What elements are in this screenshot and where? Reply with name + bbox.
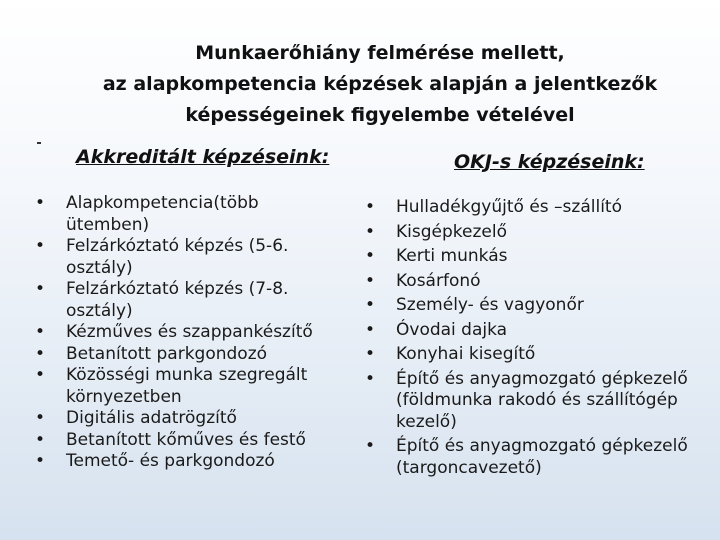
list-item: • Felzárkóztató képzés (5-6. osztály) — [30, 236, 320, 279]
title-line-2: az alapkompetencia képzések alapján a jelentkezők — [102, 73, 658, 95]
okj-courses-list — [360, 197, 700, 482]
list-item: • Hulladékgyűjtő és –szállító — [360, 197, 700, 219]
list-item: • Építő és anyagmozgató gépkezelő (földmunka rakodó és szállítógép kezelő) — [360, 369, 700, 434]
list-item: • Betanított parkgondozó — [30, 344, 320, 366]
slide-title — [80, 38, 680, 131]
list-item: • Kosárfonó — [360, 271, 700, 293]
list-item: • Temető- és parkgondozó — [30, 451, 320, 473]
okj-courses-heading: OKJ-s képzéseink: — [454, 151, 645, 173]
list-item: • Építő és anyagmozgató gépkezelő (targoncavezető) — [360, 436, 700, 479]
accredited-courses-heading: Akkreditált képzéseink: — [76, 146, 330, 168]
list-item: • Digitális adatrögzítő — [30, 408, 320, 430]
list-item: • Kézműves és szappankészítő — [30, 322, 320, 344]
list-item: • Személy- és vagyonőr — [360, 295, 700, 317]
list-item: • Közösségi munka szegregált környezetben — [30, 365, 320, 408]
accredited-courses-list — [30, 193, 320, 473]
list-item: • Alapkompetencia(több ütemben) — [30, 193, 320, 236]
list-item: • Felzárkóztató képzés (7-8. osztály) — [30, 279, 320, 322]
stray-dash-mark — [37, 142, 41, 144]
title-line-1: Munkaerőhiány felmérése mellett, — [195, 42, 565, 64]
list-item: • Konyhai kisegítő — [360, 344, 700, 366]
list-item: • Kerti munkás — [360, 246, 700, 268]
list-item: • Betanított kőműves és festő — [30, 430, 320, 452]
list-item: • Óvodai dajka — [360, 320, 700, 342]
list-item: • Kisgépkezelő — [360, 222, 700, 244]
title-line-3: képességeinek figyelembe vételével — [185, 104, 575, 126]
